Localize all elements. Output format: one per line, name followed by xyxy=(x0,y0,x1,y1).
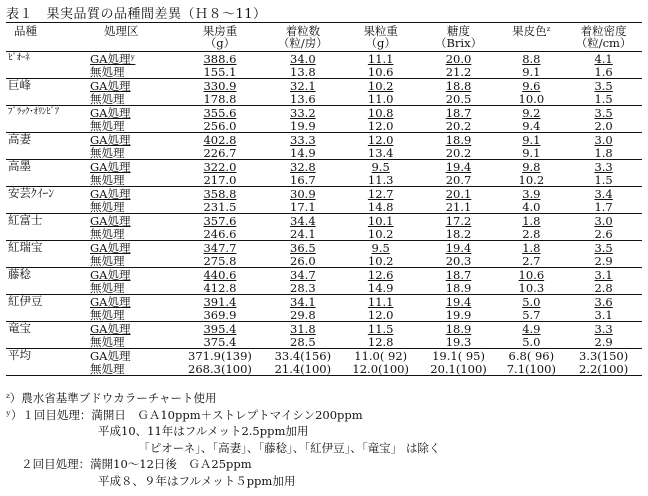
cell-sugar: 20.3 xyxy=(445,253,472,268)
treatment-label: 無処理 xyxy=(90,280,125,295)
cell-cluster-weight: 388.6 xyxy=(203,51,237,66)
treatment-label: 無処理 xyxy=(90,253,125,268)
cell-berry-weight: 14.9 xyxy=(367,280,394,295)
table-row xyxy=(6,65,642,79)
cell-sugar: 19.1( 95) xyxy=(420,349,498,363)
cultivar-name xyxy=(6,65,90,79)
cell-skin-color: 7.1(100) xyxy=(497,362,565,376)
cell-berry-count: 33.4(156) xyxy=(264,349,342,363)
cell-density: 3.1 xyxy=(565,268,642,282)
table-row xyxy=(6,335,642,349)
cultivar-name xyxy=(6,254,90,268)
cell-density: 1.8 xyxy=(594,145,613,160)
cell-density: 1.7 xyxy=(594,199,613,214)
cell-berry-count: 30.9 xyxy=(264,187,342,201)
cell-sugar: 19.4 xyxy=(420,295,498,309)
cultivar-name xyxy=(6,200,90,214)
cultivar-name xyxy=(6,362,90,376)
cultivar-name: 紅富士 xyxy=(6,214,90,228)
cell-sugar: 20.2 xyxy=(445,118,472,133)
treatment-label: GA処理 xyxy=(90,160,176,174)
cell-berry-count: 17.1 xyxy=(290,199,316,214)
treatment-label: GA処理 xyxy=(90,241,176,255)
cultivar-name xyxy=(6,227,90,241)
treatment-label: GA処理 xyxy=(90,268,176,282)
cell-berry-weight: 13.4 xyxy=(367,145,394,160)
cell-berry-count: 36.5 xyxy=(264,241,342,255)
header-berry-weight: 果粒重 xyxy=(342,23,420,38)
table-row xyxy=(6,133,642,147)
cell-sugar: 20.0 xyxy=(445,51,472,66)
table-row xyxy=(6,308,642,322)
table-row xyxy=(6,254,642,268)
treatment-label: GA処理 xyxy=(90,322,176,336)
treatment-label: GA処理 xyxy=(90,79,176,93)
table-row xyxy=(6,187,642,201)
cell-skin-color: 10.0 xyxy=(518,91,545,106)
treatment-label: GA処理 xyxy=(90,133,176,147)
cell-skin-color: 2.8 xyxy=(522,226,541,241)
cell-berry-count: 31.8 xyxy=(264,322,342,336)
table-row xyxy=(6,160,642,174)
cell-berry-weight: 11.0( 92) xyxy=(342,349,420,363)
footnote-line: ２回目処理：満開10～12日後 ＧＡ25ppm xyxy=(6,457,252,471)
cell-skin-color: 8.8 xyxy=(522,51,541,66)
header-cluster-weight-unit: （g） xyxy=(176,37,264,52)
cell-berry-weight: 10.6 xyxy=(367,64,394,79)
cultivar-name: 紅伊豆 xyxy=(6,295,90,309)
cell-berry-count: 16.7 xyxy=(290,172,316,187)
cell-berry-count: 34.1 xyxy=(264,295,342,309)
cell-skin-color: 5.0 xyxy=(522,334,541,349)
cell-density: 2.8 xyxy=(594,280,613,295)
header-density: 着粒密度 xyxy=(565,23,642,38)
cell-skin-color: 10.2 xyxy=(518,172,545,187)
footnote-line: 平成10、11年はフルメット2.5ppm加用 xyxy=(6,424,309,438)
cell-berry-count: 13.8 xyxy=(290,64,316,79)
cell-sugar: 18.2 xyxy=(445,226,472,241)
cultivar-name: 高墨 xyxy=(6,160,90,174)
cell-density: 4.1 xyxy=(594,51,613,66)
cell-density: 1.6 xyxy=(594,64,613,79)
cell-density: 3.1 xyxy=(594,307,613,322)
table-row xyxy=(6,295,642,309)
cell-cluster-weight: 440.6 xyxy=(176,268,264,282)
cell-berry-weight: 11.5 xyxy=(342,322,420,336)
cultivar-name xyxy=(6,92,90,106)
cell-berry-count: 28.3 xyxy=(290,280,316,295)
treatment-label: GA処理 xyxy=(90,187,176,201)
cell-density: 2.9 xyxy=(594,253,613,268)
header-cultivar: 品種 xyxy=(6,23,90,38)
table-row xyxy=(6,322,642,336)
cultivar-name xyxy=(6,281,90,295)
cell-cluster-weight: 256.0 xyxy=(203,118,237,133)
cell-cluster-weight: 231.5 xyxy=(203,199,237,214)
cell-berry-count: 33.2 xyxy=(264,106,342,120)
cell-berry-count: 34.4 xyxy=(264,214,342,228)
table-row xyxy=(6,119,642,133)
cell-berry-count: 33.3 xyxy=(264,133,342,147)
cell-sugar: 18.7 xyxy=(420,106,498,120)
cell-sugar: 19.4 xyxy=(420,241,498,255)
table-title: 表１ 果実品質の品種間差異（Ｈ８～11） xyxy=(6,7,267,22)
table-row xyxy=(6,146,642,160)
cell-berry-weight: 9.5 xyxy=(342,160,420,174)
table-row xyxy=(6,227,642,241)
cultivar-name xyxy=(6,173,90,187)
cell-berry-weight: 10.2 xyxy=(367,253,394,268)
cell-sugar: 20.7 xyxy=(445,172,472,187)
cell-berry-count: 24.1 xyxy=(290,226,316,241)
cell-berry-count: 32.8 xyxy=(264,160,342,174)
cultivar-name: 藤稔 xyxy=(6,268,90,282)
cell-sugar: 18.8 xyxy=(420,79,498,93)
cell-cluster-weight: 358.8 xyxy=(176,187,264,201)
cell-cluster-weight: 369.9 xyxy=(203,307,237,322)
cultivar-name: 平均 xyxy=(6,349,90,363)
treatment-label: GA処理 xyxy=(90,349,176,363)
cell-skin-color: 2.7 xyxy=(522,253,541,268)
cell-berry-weight: 10.1 xyxy=(342,214,420,228)
cell-cluster-weight: 322.0 xyxy=(176,160,264,174)
cell-berry-count: 34.7 xyxy=(264,268,342,282)
cell-sugar: 18.9 xyxy=(420,133,498,147)
header-cluster-weight: 果房重 xyxy=(176,23,264,38)
cell-berry-weight: 11.3 xyxy=(367,172,394,187)
table-body xyxy=(6,52,642,376)
cell-berry-weight: 10.2 xyxy=(342,79,420,93)
table-row xyxy=(6,200,642,214)
cell-sugar: 18.7 xyxy=(420,268,498,282)
treatment-label: 無処理 xyxy=(90,362,176,376)
cultivar-name: ﾋﾟｵｰﾈ xyxy=(8,53,30,63)
footnote-line: ʸ）１回目処理：満開日 ＧＡ10ppm＋ストレプトマイシン200ppm xyxy=(6,407,363,422)
cell-cluster-weight: 226.7 xyxy=(203,145,237,160)
cell-cluster-weight: 375.4 xyxy=(203,334,237,349)
cell-cluster-weight: 268.3(100) xyxy=(176,362,264,376)
cell-cluster-weight: 246.6 xyxy=(203,226,237,241)
cell-berry-weight: 9.5 xyxy=(342,241,420,255)
cell-sugar: 20.1 xyxy=(420,187,498,201)
cell-sugar: 17.2 xyxy=(420,214,498,228)
treatment-label: 無処理 xyxy=(90,118,125,133)
cell-density: 3.5 xyxy=(565,241,642,255)
cell-sugar: 20.1(100) xyxy=(420,362,498,376)
cell-sugar: 18.9 xyxy=(445,280,472,295)
cell-skin-color: 10.6 xyxy=(497,268,565,282)
cell-skin-color: 6.8( 96) xyxy=(497,349,565,363)
header-treatment: 処理区 xyxy=(90,23,176,38)
treatment-label: 無処理 xyxy=(90,334,125,349)
cell-skin-color: 1.8 xyxy=(497,214,565,228)
cell-density: 2.6 xyxy=(594,226,613,241)
cell-berry-weight: 10.2 xyxy=(367,226,394,241)
cell-density: 1.5 xyxy=(594,91,613,106)
cultivar-name: ﾌﾞﾗｯｸ･ｵﾘﾝﾋﾟｱ xyxy=(6,106,90,120)
table-row xyxy=(6,281,642,295)
cell-cluster-weight: 402.8 xyxy=(176,133,264,147)
cultivar-name: 竜宝 xyxy=(6,322,90,336)
cell-cluster-weight: 412.8 xyxy=(203,280,237,295)
cultivar-name: 巨峰 xyxy=(6,79,90,93)
cultivar-name xyxy=(6,119,90,133)
treatment-label: 無処理 xyxy=(90,145,125,160)
cell-density: 3.5 xyxy=(565,106,642,120)
cell-cluster-weight: 371.9(139) xyxy=(176,349,264,363)
footnote-line: 「ピオーネ」、「高妻」、「藤稔」、「紅伊豆」、「竜宝」 は除く xyxy=(6,440,441,455)
cell-density: 3.0 xyxy=(565,133,642,147)
cell-berry-count: 32.1 xyxy=(264,79,342,93)
table-row xyxy=(6,362,642,376)
cell-berry-weight: 12.0 xyxy=(367,118,394,133)
cell-berry-weight: 12.0(100) xyxy=(342,362,420,376)
cell-berry-count: 28.5 xyxy=(290,334,316,349)
cell-skin-color: 9.1 xyxy=(522,64,541,79)
cell-cluster-weight: 330.9 xyxy=(176,79,264,93)
cell-cluster-weight: 155.1 xyxy=(203,64,237,79)
cell-density: 3.6 xyxy=(565,295,642,309)
table-row xyxy=(6,214,642,228)
table-row xyxy=(6,79,642,93)
table-row xyxy=(6,52,642,66)
table-row xyxy=(6,92,642,106)
cell-sugar: 19.4 xyxy=(420,160,498,174)
cell-cluster-weight: 178.8 xyxy=(203,91,237,106)
cell-berry-weight: 12.7 xyxy=(342,187,420,201)
treatment-label: 無処理 xyxy=(90,172,125,187)
cell-berry-weight: 12.8 xyxy=(367,334,394,349)
table-row xyxy=(6,106,642,120)
cell-sugar: 21.1 xyxy=(445,199,472,214)
table-row xyxy=(6,241,642,255)
cell-berry-weight: 12.0 xyxy=(342,133,420,147)
cell-skin-color: 10.3 xyxy=(518,280,545,295)
cell-density: 3.4 xyxy=(565,187,642,201)
cell-skin-color: 9.2 xyxy=(497,106,565,120)
cell-cluster-weight: 357.6 xyxy=(176,214,264,228)
cell-sugar: 19.3 xyxy=(445,334,472,349)
footnote-line: 平成８、９年はフルメット５ppm加用 xyxy=(6,473,296,488)
cell-density: 2.2(100) xyxy=(565,362,642,376)
cell-density: 3.3 xyxy=(565,322,642,336)
cell-sugar: 20.2 xyxy=(445,145,472,160)
table-row xyxy=(6,349,642,363)
header-density-unit: （粒/cm） xyxy=(565,37,642,52)
cell-berry-count: 29.8 xyxy=(290,307,316,322)
cell-berry-weight: 12.6 xyxy=(342,268,420,282)
cell-berry-weight: 11.1 xyxy=(367,51,394,66)
cell-density: 3.5 xyxy=(565,79,642,93)
cell-berry-weight: 11.1 xyxy=(342,295,420,309)
header-berry-count-unit: （粒/房） xyxy=(264,37,342,52)
header-skin-color: 果皮色ᶻ xyxy=(497,23,565,38)
cell-density: 3.3(150) xyxy=(565,349,642,363)
cell-density: 3.0 xyxy=(565,214,642,228)
cell-density: 2.0 xyxy=(594,118,613,133)
cultivar-name: 高妻 xyxy=(6,133,90,147)
treatment-label: 無処理 xyxy=(90,64,125,79)
cultivar-name: 紅瑞宝 xyxy=(6,241,90,255)
cell-cluster-weight: 355.6 xyxy=(176,106,264,120)
cell-density: 1.5 xyxy=(594,172,613,187)
treatment-label: GA処理 xyxy=(90,295,176,309)
cell-berry-count: 14.9 xyxy=(290,145,316,160)
table-row xyxy=(6,173,642,187)
cell-cluster-weight: 391.4 xyxy=(176,295,264,309)
cell-berry-count: 21.4(100) xyxy=(264,362,342,376)
header-berry-count: 着粒数 xyxy=(264,23,342,38)
cell-sugar: 18.9 xyxy=(420,322,498,336)
treatment-label: GA処理ʸ xyxy=(90,51,136,66)
cell-berry-weight: 11.0 xyxy=(367,91,394,106)
table-row xyxy=(6,268,642,282)
treatment-label: 無処理 xyxy=(90,199,125,214)
treatment-label: 無処理 xyxy=(90,226,125,241)
cell-berry-count: 34.0 xyxy=(290,51,316,66)
cell-density: 3.3 xyxy=(565,160,642,174)
cell-berry-count: 19.9 xyxy=(290,118,316,133)
treatment-label: 無処理 xyxy=(90,91,125,106)
cultivar-name xyxy=(6,146,90,160)
cultivar-name xyxy=(6,335,90,349)
treatment-label: GA処理 xyxy=(90,214,176,228)
treatment-label: GA処理 xyxy=(90,106,176,120)
treatment-label: 無処理 xyxy=(90,307,125,322)
cell-berry-count: 26.0 xyxy=(290,253,316,268)
cell-skin-color: 3.9 xyxy=(497,187,565,201)
cell-cluster-weight: 395.4 xyxy=(176,322,264,336)
cell-berry-weight: 12.0 xyxy=(367,307,394,322)
cell-sugar: 20.5 xyxy=(445,91,472,106)
header-sugar: 糖度 xyxy=(420,23,498,38)
cell-berry-count: 13.6 xyxy=(290,91,316,106)
cell-skin-color: 5.7 xyxy=(522,307,541,322)
cell-density: 2.9 xyxy=(594,334,613,349)
cell-berry-weight: 14.8 xyxy=(367,199,394,214)
cell-skin-color: 9.1 xyxy=(522,145,541,160)
cell-cluster-weight: 217.0 xyxy=(203,172,237,187)
header-berry-weight-unit: （g） xyxy=(342,37,420,52)
cell-skin-color: 9.4 xyxy=(522,118,541,133)
cell-skin-color: 9.8 xyxy=(497,160,565,174)
quality-table xyxy=(6,22,642,376)
cell-skin-color: 5.0 xyxy=(497,295,565,309)
cultivar-name: 安芸ｸｲｰﾝ xyxy=(6,187,90,201)
cell-skin-color: 1.8 xyxy=(497,241,565,255)
cell-berry-weight: 10.8 xyxy=(342,106,420,120)
cell-sugar: 19.9 xyxy=(445,307,472,322)
footnote-line: ᶻ）農水省基準ブドウカラーチャート使用 xyxy=(6,391,217,405)
cultivar-name xyxy=(6,308,90,322)
cell-skin-color: 4.9 xyxy=(497,322,565,336)
cell-skin-color: 9.1 xyxy=(497,133,565,147)
cell-cluster-weight: 347.7 xyxy=(176,241,264,255)
header-sugar-unit: （Brix） xyxy=(420,37,498,52)
cell-skin-color: 4.0 xyxy=(522,199,541,214)
cell-sugar: 21.2 xyxy=(445,64,472,79)
cell-skin-color: 9.6 xyxy=(497,79,565,93)
cell-cluster-weight: 275.8 xyxy=(203,253,237,268)
